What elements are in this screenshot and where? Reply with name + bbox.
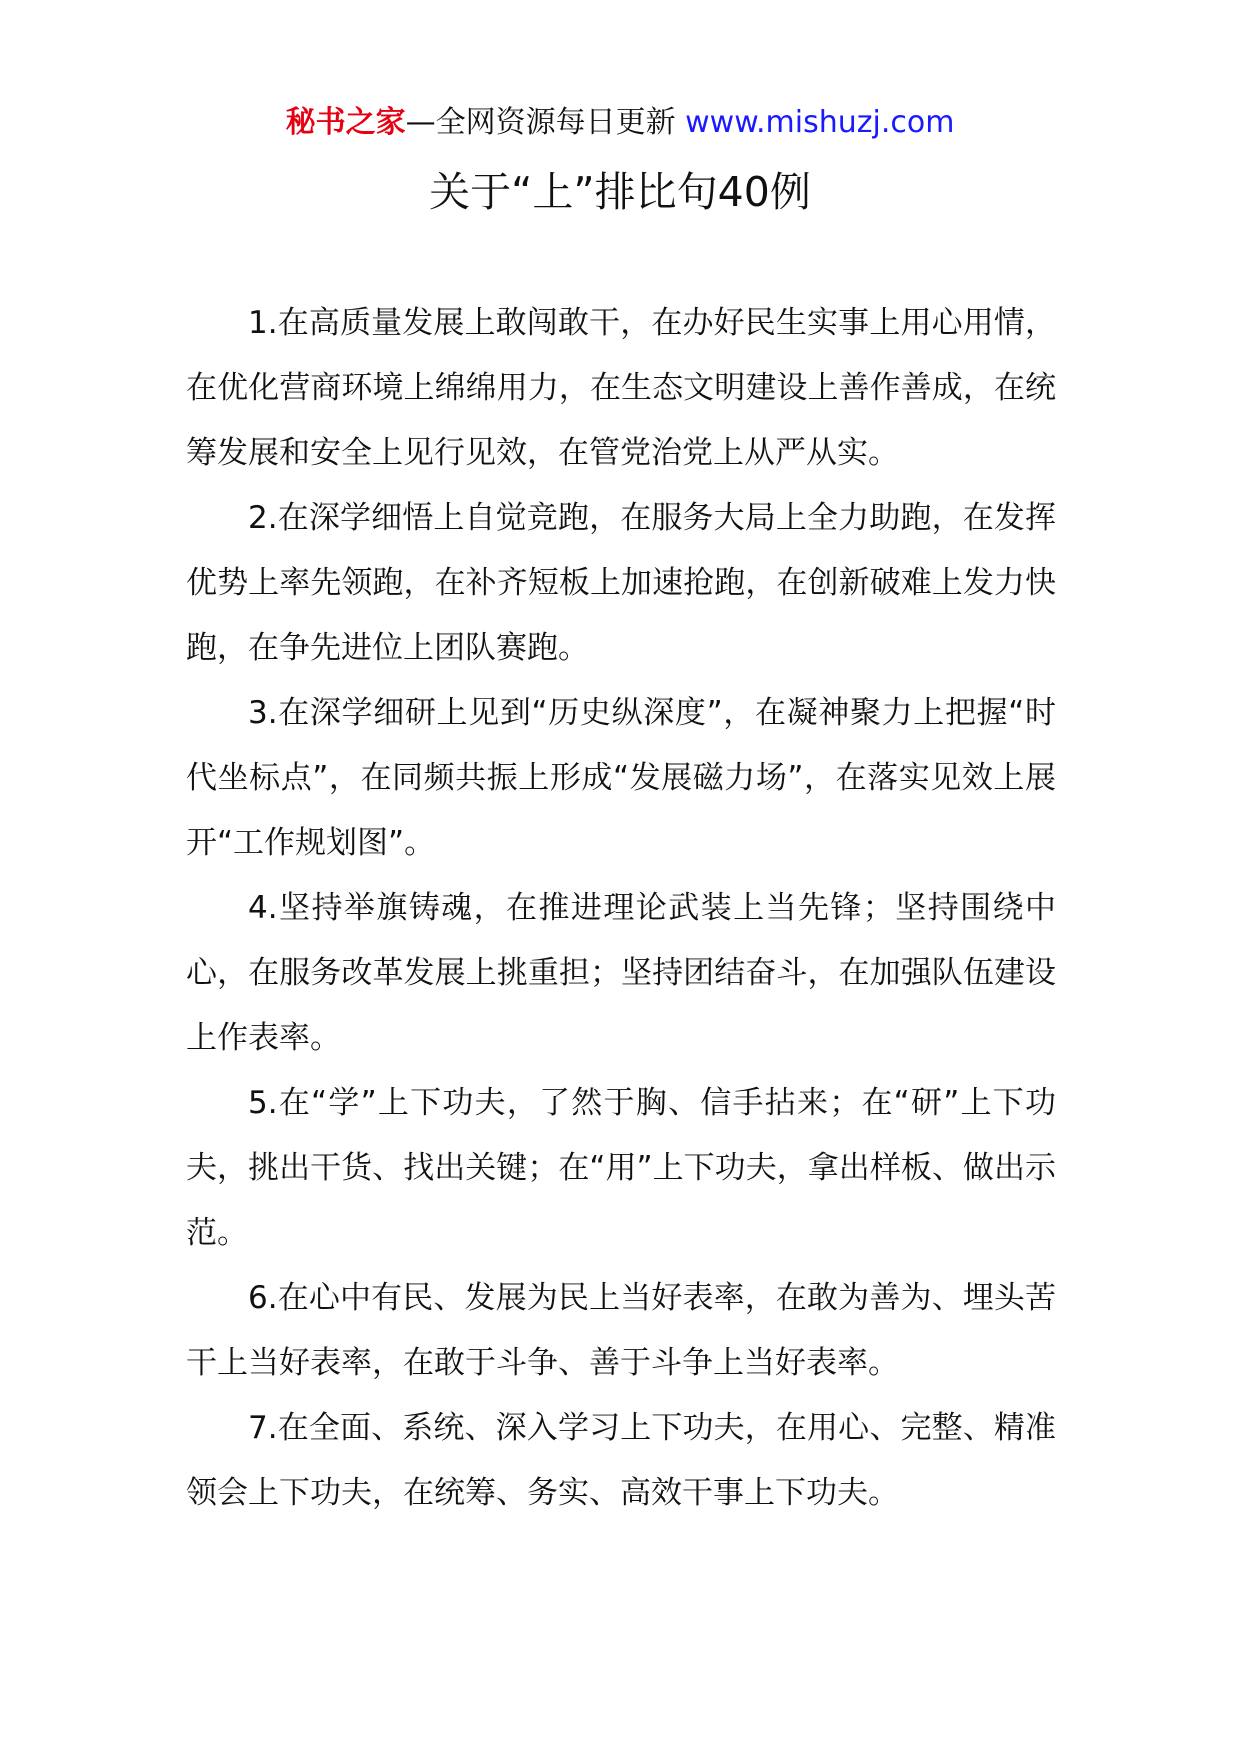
brand-name: 秘书之家 (285, 105, 406, 140)
paragraph-3: 3.在深学细研上见到“历史纵深度”，在凝神聚力上把握“时代坐标点”，在同频共振上形成“发展磁力场”，在落实见效上展开“工作规划图”。 (186, 695, 1056, 861)
paragraph-7: 7.在全面、系统、深入学习上下功夫，在用心、完整、精准领会上下功夫，在统筹、务实、高效干事上下功夫。 (186, 1410, 1056, 1511)
document-title: 关于“上”排比句40例 (429, 168, 811, 216)
paragraph-4: 4.坚持举旗铸魂，在推进理论武装上当先锋；坚持围绕中心，在服务改革发展上挑重担；坚持团结奋斗，在加强队伍建设上作表率。 (186, 890, 1056, 1056)
header-tagline: —全网资源每日更新 (405, 105, 676, 140)
paragraph-2: 2.在深学细悟上自觉竞跑，在服务大局上全力助跑，在发挥优势上率先领跑，在补齐短板上加速抢跑，在创新破难上发力快跑，在争先进位上团队赛跑。 (186, 500, 1056, 666)
paragraph-5: 5.在“学”上下功夫，了然于胸、信手拈来；在“研”上下功夫，挑出干货、找出关键；在“用”上下功夫，拿出样板、做出示范。 (186, 1085, 1056, 1251)
site-header (0, 102, 1240, 144)
paragraph-1: 1.在高质量发展上敢闯敢干，在办好民生实事上用心用情，在优化营商环境上绵绵用力，在生态文明建设上善作善成，在统筹发展和安全上见行见效，在管党治党上从严从实。 (186, 305, 1056, 471)
document-body (186, 291, 1056, 1526)
site-url-link[interactable]: www.mishuzj.com (685, 105, 955, 140)
paragraph-6: 6.在心中有民、发展为民上当好表率，在敢为善为、埋头苦干上当好表率，在敢于斗争、善于斗争上当好表率。 (186, 1280, 1056, 1381)
